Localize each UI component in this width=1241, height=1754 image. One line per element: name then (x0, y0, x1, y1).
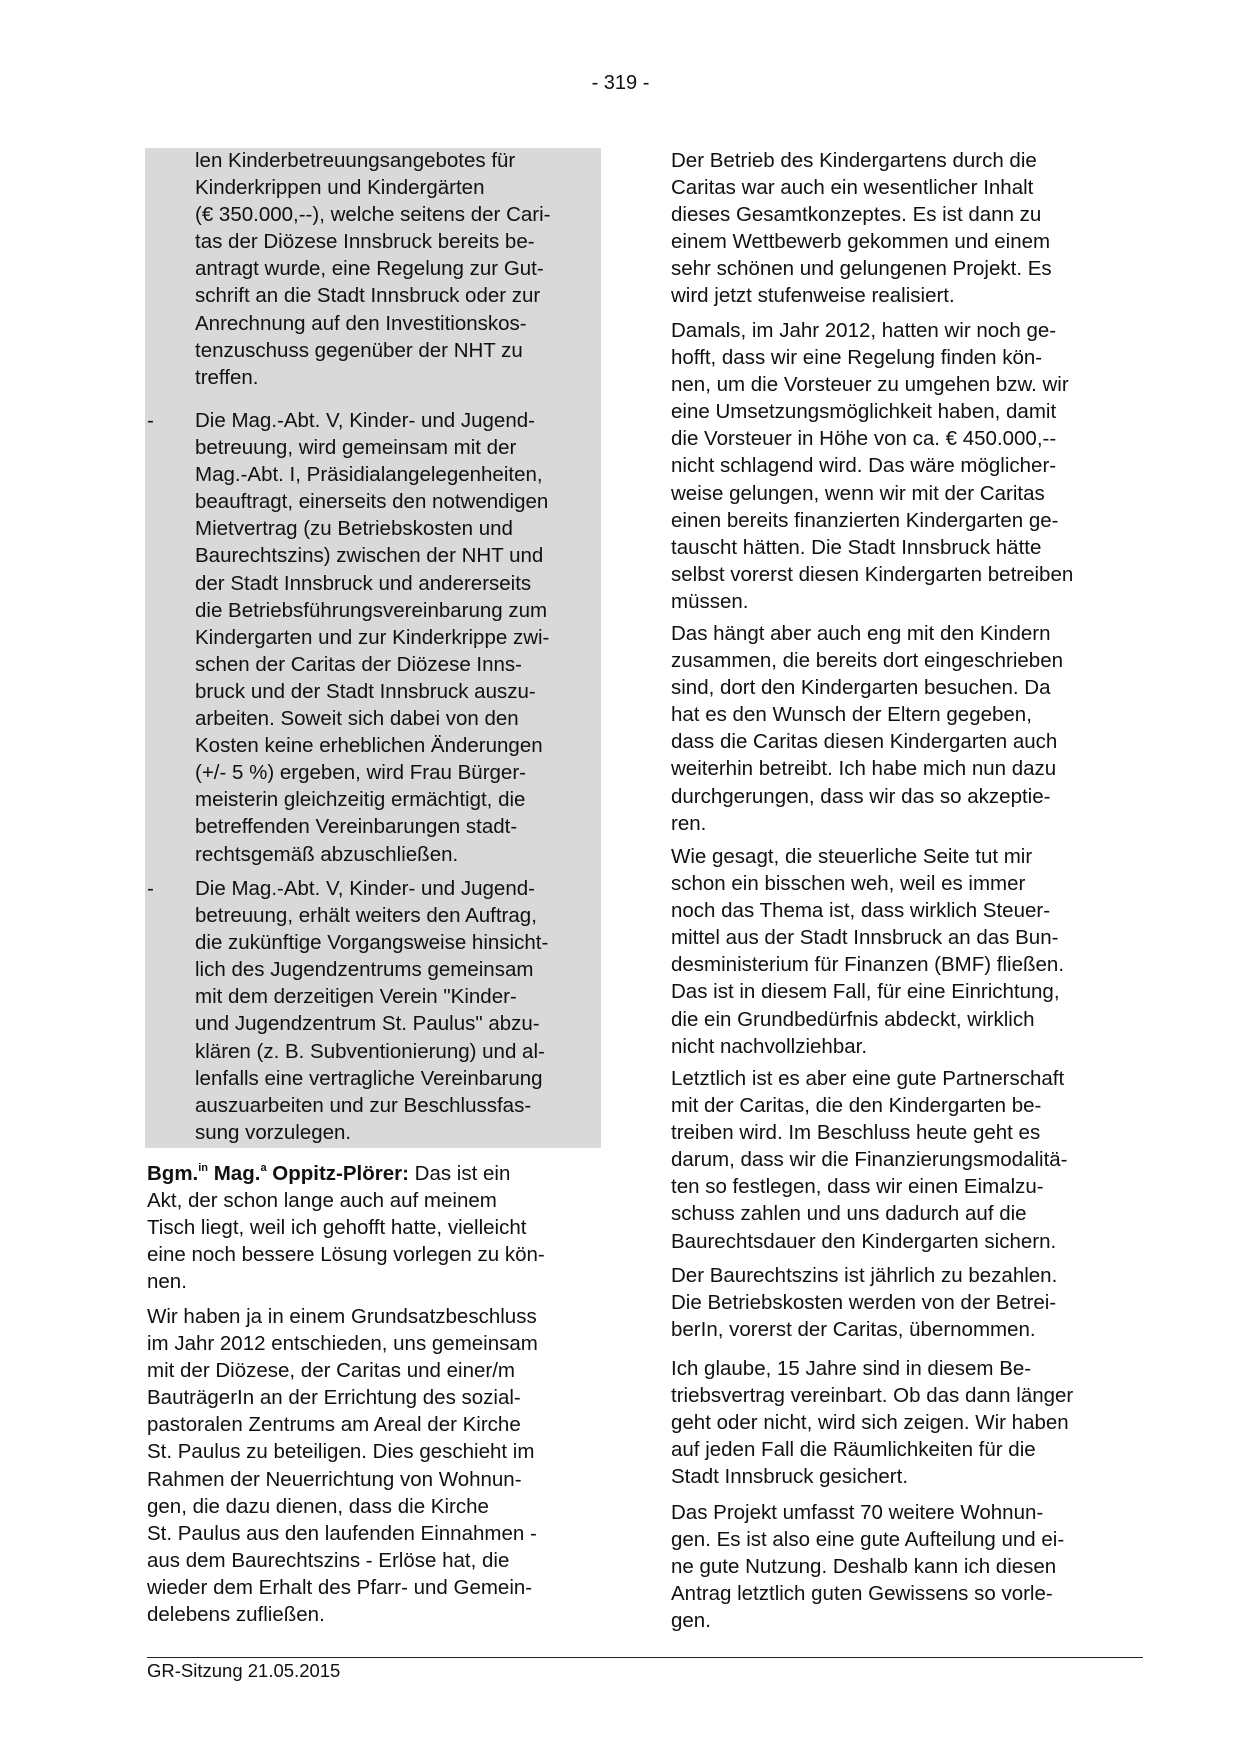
text-line: len Kinderbetreuungsangebotes für (195, 149, 516, 172)
text-line: auszuarbeiten und zur Beschlussfas- (195, 1093, 532, 1117)
text-line: schrift an die Stadt Innsbruck oder zur (195, 284, 541, 308)
text-line: gen. Es ist also eine gute Aufteilung und ei- (671, 1528, 1065, 1552)
speaker-rest (147, 1187, 545, 1295)
text-line: Das hängt aber auch eng mit den Kindern (671, 622, 1051, 645)
text-line: dieses Gesamtkonzeptes. Es ist dann zu (671, 203, 1042, 227)
text-line: mit dem derzeitigen Verein "Kinder- (195, 985, 517, 1009)
paragraph (671, 1065, 1068, 1255)
text-line: arbeiten. Soweit sich dabei von den (195, 707, 519, 731)
text-line: Caritas war auch ein wesentlicher Inhalt (671, 176, 1034, 200)
text-line: Wie gesagt, die steuerliche Seite tut mir (671, 845, 1033, 868)
text-line: Letztlich ist es aber eine gute Partnerschaft (671, 1067, 1065, 1090)
text-line: durchgerungen, dass wir das so akzeptie- (671, 784, 1051, 808)
text-line: treiben wird. Im Beschluss heute geht es (671, 1121, 1041, 1145)
text-line: rechtsgemäß abzuschließen. (195, 842, 459, 866)
text-line: mit der Caritas, die den Kindergarten be- (671, 1094, 1042, 1118)
speaker-line: Bgm.$^{in}$ Mag.$^a$ Oppitz-Plörer: Das ist ein (147, 1162, 511, 1185)
text-line: St. Paulus aus den laufenden Einnahmen - (147, 1521, 537, 1545)
text-line: Wir haben ja in einem Grundsatzbeschluss (147, 1305, 537, 1328)
text-line: ne gute Nutzung. Deshalb kann ich diesen (671, 1555, 1057, 1579)
text-line: wird jetzt stufenweise realisiert. (671, 284, 955, 308)
text-line: noch das Thema ist, dass wirklich Steuer- (671, 899, 1051, 923)
footer-text: GR-Sitzung 21.05.2015 (147, 1660, 341, 1681)
text-line: Akt, der schon lange auch auf meinem (147, 1189, 497, 1213)
paragraph (671, 620, 1063, 837)
text-line: aus dem Baurechtszins - Erlöse hat, die (147, 1548, 510, 1572)
speaker-name: Bgm.$^{in}$ Mag.$^a$ Oppitz-Plörer: (147, 1162, 409, 1185)
text-line: die zukünftige Vorgangsweise hinsicht- (195, 931, 549, 955)
paragraph (671, 317, 1073, 615)
text-line: sung vorzulegen. (195, 1120, 352, 1144)
text-line: einem Wettbewerb gekommen und einem (671, 230, 1051, 254)
list-dash: - (147, 877, 154, 900)
text-line: berIn, vorerst der Caritas, übernommen. (671, 1318, 1036, 1342)
text-line: BauträgerIn an der Errichtung des sozial- (147, 1386, 521, 1410)
text-line: klären (z. B. Subventionierung) und al- (195, 1039, 545, 1063)
text-line: Das ist in diesem Fall, für eine Einrichtung, (671, 980, 1060, 1004)
text-line: zusammen, die bereits dort eingeschrieben (671, 649, 1063, 673)
text-line: wieder dem Erhalt des Pfarr- und Gemein- (147, 1575, 533, 1599)
text-line: Mietvertrag (zu Betriebskosten und (195, 517, 513, 541)
text-line: weise gelungen, wenn wir mit der Caritas (671, 481, 1045, 505)
text-line: einen bereits finanzierten Kindergarten ge- (671, 508, 1059, 532)
text-line: eine noch bessere Lösung vorlegen zu kön- (147, 1243, 545, 1267)
text-line: hofft, dass wir eine Regelung finden kön- (671, 346, 1043, 370)
text-line: die Vorsteuer in Höhe von ca. € 450.000,-- (671, 427, 1057, 451)
text-line: Damals, im Jahr 2012, hatten wir noch ge- (671, 319, 1057, 342)
page-number: - 319 - (591, 72, 650, 94)
text-line: ren. (671, 811, 707, 835)
text-line: geht oder nicht, wird sich zeigen. Wir haben (671, 1411, 1069, 1435)
text-line: St. Paulus zu beteiligen. Dies geschieht im (147, 1440, 535, 1464)
text-line: Baurechtsdauer den Kindergarten sichern. (671, 1229, 1057, 1253)
text-line: desministerium für Finanzen (BMF) fließen. (671, 953, 1065, 977)
text-line: Der Baurechtszins ist jährlich zu bezahlen. (671, 1264, 1058, 1287)
text-line: sehr schönen und gelungenen Projekt. Es (671, 257, 1052, 281)
paragraph (671, 843, 1064, 1060)
text-line: der Stadt Innsbruck und andererseits (195, 571, 532, 595)
text-line: Stadt Innsbruck gesichert. (671, 1465, 909, 1489)
text-line: die ein Grundbedürfnis abdeckt, wirklich (671, 1007, 1035, 1031)
text-line: nen. (147, 1270, 187, 1294)
text-line: meisterin gleichzeitig ermächtigt, die (195, 788, 526, 812)
text-line: (€ 350.000,--), welche seitens der Cari- (195, 203, 551, 227)
text-line: müssen. (671, 589, 749, 613)
resolution-item (195, 875, 548, 1146)
text-line: (+/- 5 %) ergeben, wird Frau Bürger- (195, 761, 526, 785)
text-line: pastoralen Zentrums am Areal der Kirche (147, 1413, 521, 1437)
text-line: nicht nachvollziehbar. (671, 1034, 868, 1058)
text-line: und Jugendzentrum St. Paulus" abzu- (195, 1012, 540, 1036)
text-line: schen der Caritas der Diözese Inns- (195, 652, 523, 676)
text-line: Kindergarten und zur Kinderkrippe zwi- (195, 625, 550, 649)
text-line: Anrechnung auf den Investitionskos- (195, 311, 527, 335)
text-line: auf jeden Fall die Räumlichkeiten für die (671, 1438, 1036, 1462)
text-line: betreuung, erhält weiters den Auftrag, (195, 904, 537, 928)
text-line: Rahmen der Neuerrichtung von Wohnun- (147, 1467, 522, 1491)
text-line: Der Betrieb des Kindergartens durch die (671, 149, 1037, 172)
text-line: mit der Diözese, der Caritas und einer/m (147, 1359, 516, 1383)
text-line: tenzuschuss gegenüber der NHT zu (195, 338, 523, 362)
text-line: betreffenden Vereinbarungen stadt- (195, 815, 518, 839)
text-line: dass die Caritas diesen Kindergarten auch (671, 730, 1058, 754)
speaker-paragraph (147, 1160, 545, 1295)
resolution-item (195, 407, 549, 868)
text-line: Die Mag.-Abt. V, Kinder- und Jugend- (195, 877, 535, 900)
text-line: beauftragt, einerseits den notwendigen (195, 490, 549, 514)
paragraph (671, 1355, 1073, 1490)
text-line: lich des Jugendzentrums gemeinsam (195, 958, 534, 982)
text-line: selbst vorerst diesen Kindergarten betreiben (671, 562, 1074, 586)
text-line: bruck und der Stadt Innsbruck auszu- (195, 679, 536, 703)
text-line: delebens zufließen. (147, 1603, 325, 1627)
text-line: Ich glaube, 15 Jahre sind in diesem Be- (671, 1357, 1032, 1380)
text-line: Mag.-Abt. I, Präsidialangelegenheiten, (195, 463, 543, 487)
text-line: lenfalls eine vertragliche Vereinbarung (195, 1066, 543, 1090)
text-line: treffen. (195, 365, 259, 389)
text-line: sind, dort den Kindergarten besuchen. Da (671, 676, 1051, 700)
resolution-continuation (195, 147, 551, 391)
text-line: Die Betriebskosten werden von der Betrei- (671, 1291, 1057, 1315)
text-line: Tisch liegt, weil ich gehofft hatte, vielleicht (147, 1216, 527, 1240)
text-line: im Jahr 2012 entschieden, uns gemeinsam (147, 1332, 538, 1356)
text-line: nicht schlagend wird. Das wäre möglicher- (671, 454, 1057, 478)
text-line: Das Projekt umfasst 70 weitere Wohnun- (671, 1501, 1044, 1524)
paragraph (147, 1303, 538, 1628)
text-line: betreuung, wird gemeinsam mit der (195, 436, 517, 460)
paragraph (671, 1499, 1064, 1634)
text-line: darum, dass wir die Finanzierungsmodalitä- (671, 1148, 1068, 1172)
text-line: Baurechtszins) zwischen der NHT und (195, 544, 544, 568)
text-line: nen, um die Vorsteuer zu umgehen bzw. wir (671, 373, 1069, 397)
footer-divider (147, 1657, 1143, 1658)
text-line: antragt wurde, eine Regelung zur Gut- (195, 257, 544, 281)
text-line: gen. (671, 1609, 711, 1633)
text-line: Die Mag.-Abt. V, Kinder- und Jugend- (195, 409, 535, 432)
text-line: gen, die dazu dienen, dass die Kirche (147, 1494, 489, 1518)
text-line: schuss zahlen und uns dadurch auf die (671, 1202, 1027, 1226)
paragraph (671, 147, 1052, 310)
text-line: Kinderkrippen und Kindergärten (195, 176, 485, 200)
text-line: weiterhin betreibt. Ich habe mich nun dazu (671, 757, 1057, 781)
text-line: tauscht hätten. Die Stadt Innsbruck hätte (671, 535, 1042, 559)
text-line: mittel aus der Stadt Innsbruck an das Bun- (671, 926, 1059, 950)
text-line: schon ein bisschen weh, weil es immer (671, 872, 1026, 896)
text-line: Kosten keine erheblichen Änderungen (195, 734, 543, 758)
text-line: tas der Diözese Innsbruck bereits be- (195, 230, 535, 254)
text-line: eine Umsetzungsmöglichkeit haben, damit (671, 400, 1057, 424)
text-line: triebsvertrag vereinbart. Ob das dann länger (671, 1384, 1074, 1408)
paragraph (671, 1262, 1057, 1343)
list-dash: - (147, 409, 154, 432)
text-line: ten so festlegen, dass wir einen Eimalzu- (671, 1175, 1044, 1199)
text-line: hat es den Wunsch der Eltern gegeben, (671, 703, 1032, 727)
text-line: Antrag letztlich guten Gewissens so vorle- (671, 1582, 1053, 1606)
text-line: die Betriebsführungsvereinbarung zum (195, 598, 548, 622)
